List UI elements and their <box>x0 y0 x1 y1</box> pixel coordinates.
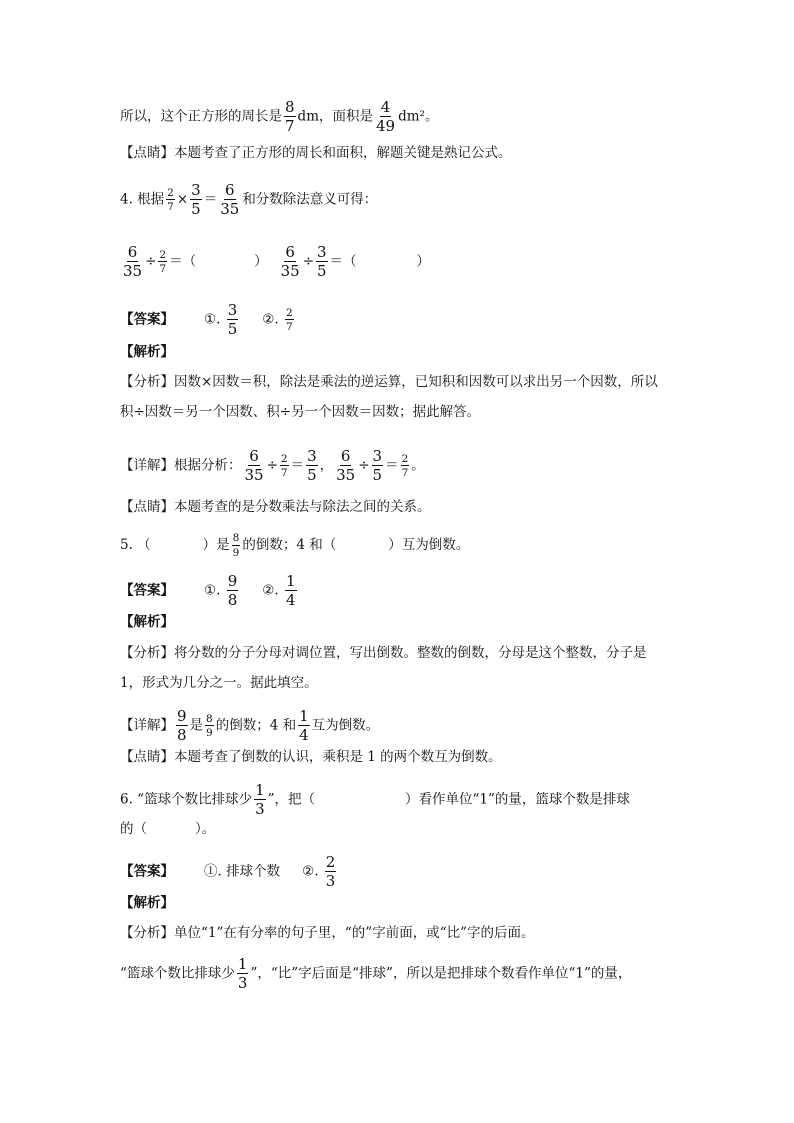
text: ÷ <box>266 457 278 474</box>
analysis-text: 【分析】单位“1”在有分率的句子里，“的”字前面，或“比”字的后面。 <box>120 925 535 941</box>
text: ”，“比”字后面是“排球”，所以是把排球个数看作单位“1”的量， <box>250 965 632 982</box>
fraction <box>284 100 296 134</box>
fraction <box>372 449 384 483</box>
text: 所以，这个正方形的周长是 <box>120 108 282 125</box>
answer-label: 【答案】 <box>120 311 174 328</box>
text: 6. “篮球个数比排球少 <box>120 791 253 808</box>
numerator: 8 <box>206 712 213 725</box>
numerator: 2 <box>159 248 167 261</box>
numerator: 3 <box>317 243 327 261</box>
question-4-answer <box>120 303 296 337</box>
numerator: 9 <box>177 707 187 725</box>
question-4-comment: 【点睛】本题考查的是分数乘法与除法之间的关系。 <box>120 499 431 515</box>
denominator: 5 <box>191 200 201 218</box>
text: 4. 根据 <box>120 191 165 208</box>
numerator: 6 <box>127 243 138 261</box>
numerator: 3 <box>307 447 317 465</box>
denominator: 4 <box>299 726 309 744</box>
fraction <box>285 308 294 333</box>
text: “篮球个数比排球少 <box>120 965 235 982</box>
text: 互为倒数。 <box>311 717 380 734</box>
question-5-stem <box>120 533 469 558</box>
text: ） <box>416 253 431 270</box>
numerator: 2 <box>285 306 293 319</box>
denominator: 35 <box>123 262 143 280</box>
denominator: 7 <box>280 467 288 479</box>
text: 。 <box>411 457 425 474</box>
denominator: 35 <box>336 466 356 484</box>
fraction <box>335 449 356 483</box>
text: ÷ <box>145 253 157 270</box>
denominator: 7 <box>285 117 295 135</box>
text: ＝（ <box>169 253 197 270</box>
denominator: 3 <box>237 974 248 992</box>
fraction <box>401 454 410 479</box>
fraction <box>237 957 249 991</box>
fraction <box>227 574 239 608</box>
text: 的（ <box>120 821 147 837</box>
text: 【详解】根据分析： <box>120 457 242 474</box>
text: × <box>176 191 189 208</box>
analysis-text: 1，形式为几分之一。据此填空。 <box>120 675 318 691</box>
text: 5. （ <box>120 537 151 553</box>
text: ）互为倒数。 <box>388 537 470 553</box>
text: 是 <box>189 717 204 734</box>
fraction <box>122 245 143 279</box>
text: 的倒数；4 和 <box>215 717 297 734</box>
text: ）。 <box>195 821 216 837</box>
numerator: 6 <box>340 447 351 465</box>
fraction <box>190 183 202 217</box>
denominator: 4 <box>285 591 296 609</box>
numerator: 2 <box>280 452 288 465</box>
fraction <box>205 714 214 739</box>
denominator: 5 <box>372 466 383 484</box>
denominator: 8 <box>227 591 238 609</box>
numerator: 1 <box>255 781 265 799</box>
numerator: 8 <box>232 532 240 544</box>
numerator: 4 <box>380 98 391 116</box>
question-4-blanks <box>120 245 430 279</box>
text: ） <box>254 253 268 270</box>
text: ＝ <box>290 457 305 474</box>
text: dm，面积是 <box>297 108 373 125</box>
analysis-label: 【解析】 <box>120 895 174 911</box>
fraction <box>176 709 188 743</box>
denominator: 8 <box>177 726 187 744</box>
denominator: 35 <box>220 200 240 218</box>
denominator: 7 <box>167 201 174 213</box>
denominator: 5 <box>307 466 317 484</box>
fraction <box>244 449 265 483</box>
analysis-label: 【解析】 <box>120 614 174 630</box>
numerator: 6 <box>285 243 295 261</box>
question-6-answer <box>120 855 338 889</box>
text: ÷ <box>302 253 314 270</box>
analysis-text: 【分析】将分数的分子分母对调位置，写出倒数。整数的倒数，分母是这个整数，分子是 <box>120 645 647 661</box>
fraction <box>232 533 241 558</box>
text: 【详解】 <box>120 717 174 734</box>
text: ②. <box>302 863 319 880</box>
fraction <box>306 449 318 483</box>
analysis-text: 积÷因数＝另一个因数、积÷另一个因数＝因数；据此解答。 <box>120 404 481 420</box>
denominator: 5 <box>317 262 327 280</box>
question-5-comment: 【点睛】本题考查了倒数的认识，乘积是 1 的两个数互为倒数。 <box>120 749 502 765</box>
numerator: 3 <box>372 447 383 465</box>
numerator: 2 <box>167 186 174 199</box>
numerator: 9 <box>227 572 238 590</box>
numerator: 2 <box>401 452 409 465</box>
denominator: 7 <box>285 321 293 333</box>
fraction <box>227 303 239 337</box>
text-line-comment: 【点睛】本题考查了正方形的周长和面积，解题关键是熟记公式。 <box>120 145 512 161</box>
text: ）是 <box>202 537 230 553</box>
question-6-stem <box>120 783 630 817</box>
question-5-detail <box>120 709 379 743</box>
denominator: 3 <box>325 872 336 890</box>
text-line-perimeter-result <box>120 100 438 134</box>
fraction <box>166 188 175 213</box>
fraction <box>280 245 301 279</box>
denominator: 7 <box>401 467 409 479</box>
question-4-stem <box>120 183 377 217</box>
denominator: 9 <box>232 546 240 559</box>
text: ， <box>319 457 334 474</box>
text: ÷ <box>358 457 370 474</box>
text: ②. <box>262 311 279 328</box>
denominator: 35 <box>280 262 300 280</box>
denominator: 49 <box>376 117 396 135</box>
denominator: 35 <box>244 466 264 484</box>
numerator: 3 <box>227 301 238 319</box>
text: ）看作单位“1”的量，篮球个数是排球 <box>405 791 630 808</box>
text: ①. <box>204 582 221 599</box>
fraction <box>325 855 337 889</box>
answer-label: 【答案】 <box>120 863 174 880</box>
denominator: 9 <box>206 727 213 739</box>
denominator: 7 <box>159 263 167 275</box>
text: ①. 排球个数 <box>204 863 281 880</box>
text: ＝ <box>203 191 218 208</box>
answer-label: 【答案】 <box>120 582 174 599</box>
text: ”，把（ <box>267 791 316 808</box>
numerator: 6 <box>224 181 235 199</box>
text: ①. <box>204 311 221 328</box>
numerator: 1 <box>299 707 309 725</box>
text: 和分数除法意义可得： <box>242 191 378 208</box>
fraction <box>316 245 328 279</box>
denominator: 3 <box>255 800 265 818</box>
numerator: 1 <box>237 955 248 973</box>
numerator: 2 <box>325 853 336 871</box>
text: dm²。 <box>398 108 439 125</box>
text: 的倒数；4 和（ <box>242 537 337 553</box>
analysis-label: 【解析】 <box>120 344 174 360</box>
numerator: 1 <box>285 572 296 590</box>
text: ＝ <box>385 457 399 474</box>
question-4-detail <box>120 449 425 483</box>
fraction <box>254 783 266 817</box>
fraction <box>375 100 396 134</box>
numerator: 6 <box>249 447 259 465</box>
denominator: 5 <box>227 320 238 338</box>
question-5-answer <box>120 574 299 608</box>
analysis-text <box>120 957 631 991</box>
text: ＝（ <box>329 253 357 270</box>
text: ②. <box>262 582 279 599</box>
fraction <box>219 183 240 217</box>
fraction <box>158 250 167 275</box>
numerator: 3 <box>191 181 201 199</box>
fraction <box>298 709 310 743</box>
fraction <box>280 454 289 479</box>
analysis-text: 【分析】因数×因数＝积，除法是乘法的逆运算，已知积和因数可以求出另一个因数，所以 <box>120 374 658 390</box>
fraction <box>285 574 297 608</box>
question-6-stem-cont <box>120 819 215 839</box>
numerator: 8 <box>285 98 295 116</box>
